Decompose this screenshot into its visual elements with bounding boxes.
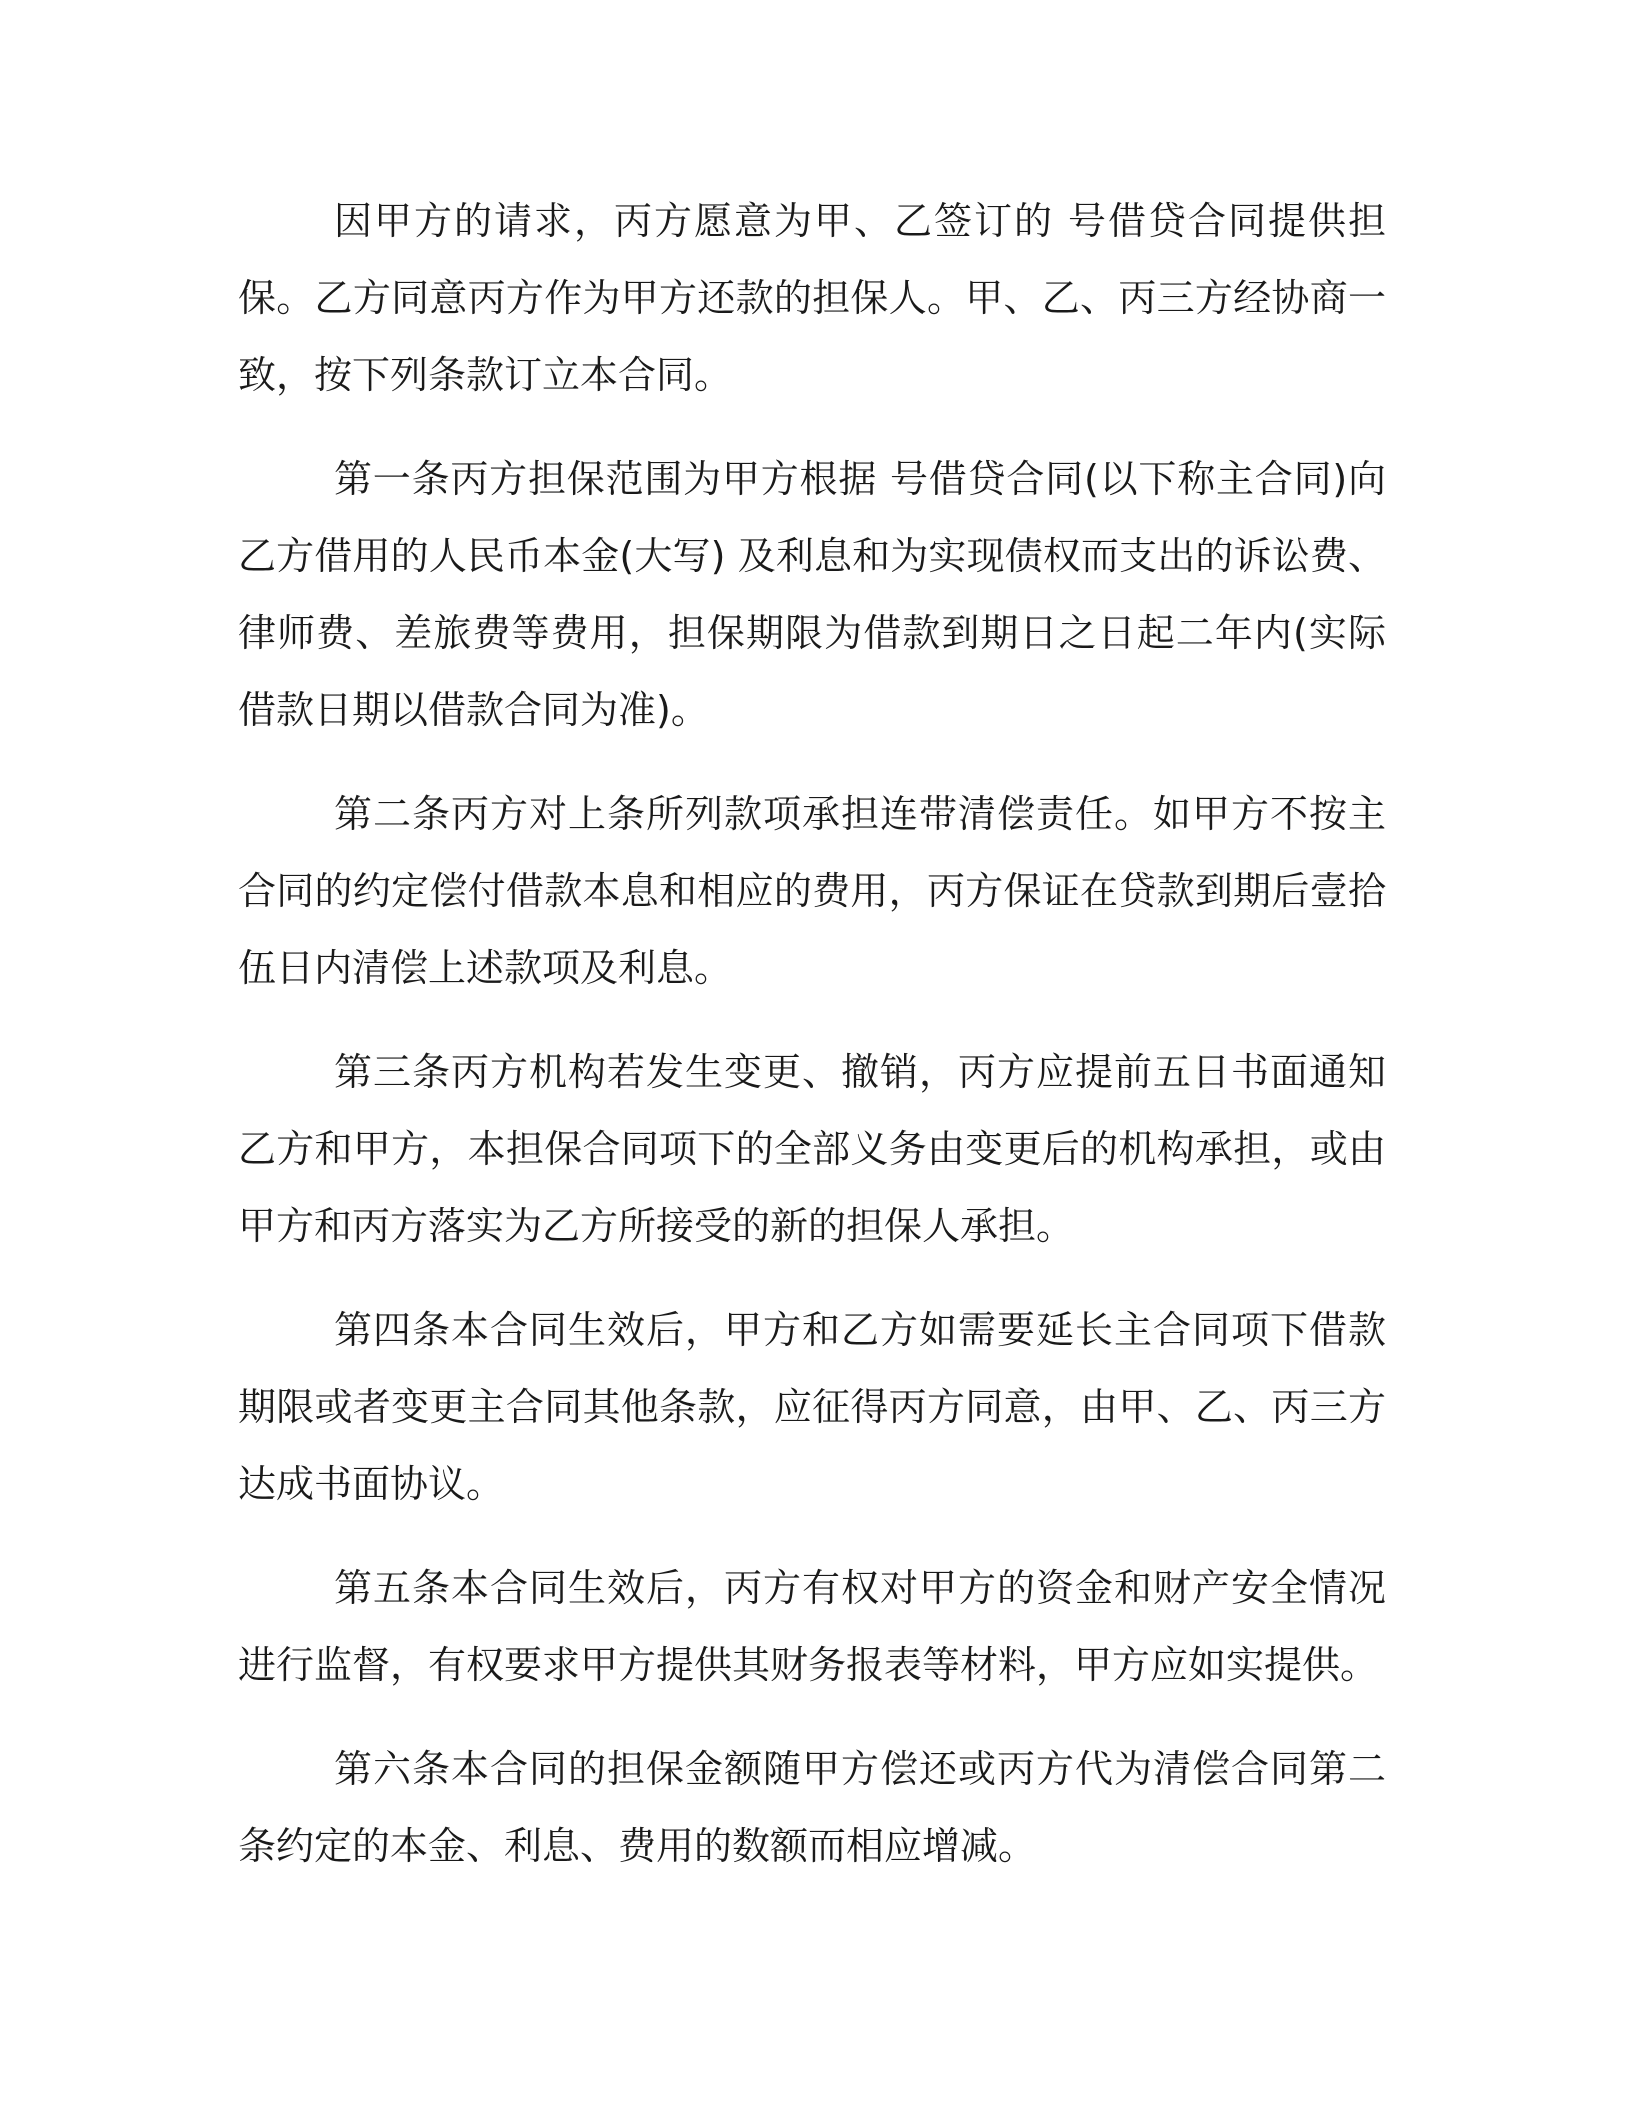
contract-body <box>238 183 1386 1912</box>
article-5-paragraph: 第五条本合同生效后，丙方有权对甲方的资金和财产安全情况进行监督，有权要求甲方提供其财务报表等材料，甲方应如实提供。 <box>238 1566 1386 1687</box>
article-1-paragraph: 第一条丙方担保范围为甲方根据 号借贷合同(以下称主合同)向乙方借用的人民币本金(大写) 及利息和为实现债权而支出的诉讼费、律师费、差旅费等费用，担保期限为借款到期日之日起二年内(实际借款日期以借款合同为准)。 <box>238 457 1386 732</box>
article-4-paragraph: 第四条本合同生效后，甲方和乙方如需要延长主合同项下借款期限或者变更主合同其他条款，应征得丙方同意，由甲、乙、丙三方达成书面协议。 <box>238 1308 1386 1506</box>
intro-paragraph: 因甲方的请求，丙方愿意为甲、乙签订的 号借贷合同提供担保。乙方同意丙方作为甲方还款的担保人。甲、乙、丙三方经协商一致，按下列条款订立本合同。 <box>238 199 1386 397</box>
article-6-paragraph: 第六条本合同的担保金额随甲方偿还或丙方代为清偿合同第二条约定的本金、利息、费用的数额而相应增减。 <box>238 1747 1386 1868</box>
article-3-paragraph: 第三条丙方机构若发生变更、撤销，丙方应提前五日书面通知乙方和甲方，本担保合同项下的全部义务由变更后的机构承担，或由甲方和丙方落实为乙方所接受的新的担保人承担。 <box>238 1050 1386 1248</box>
article-2-paragraph: 第二条丙方对上条所列款项承担连带清偿责任。如甲方不按主合同的约定偿付借款本息和相应的费用，丙方保证在贷款到期后壹拾伍日内清偿上述款项及利息。 <box>238 792 1386 990</box>
